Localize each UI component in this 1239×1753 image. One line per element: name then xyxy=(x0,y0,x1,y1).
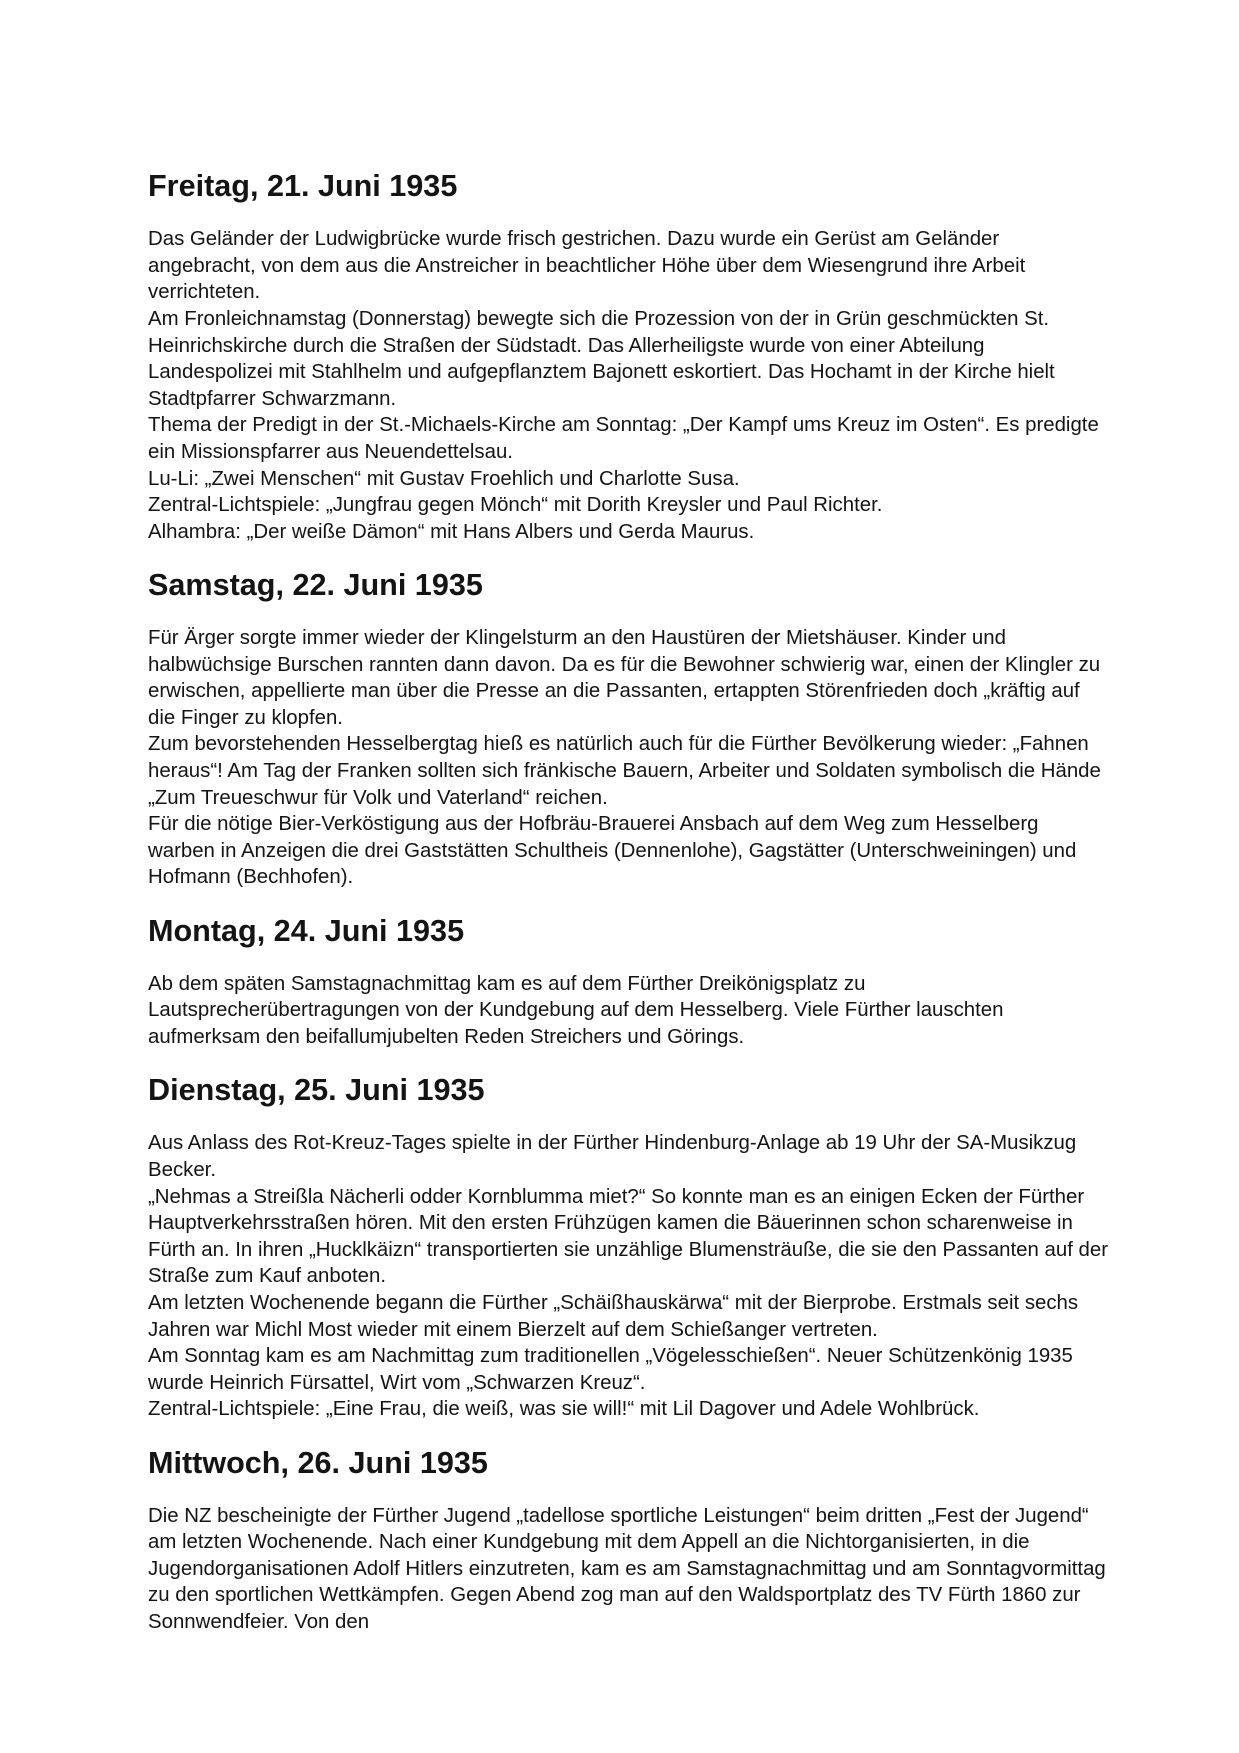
entry-body xyxy=(148,1503,1108,1636)
entry-paragraph: Ab dem späten Samstagnachmittag kam es auf dem Fürther Dreikönigsplatz zu Lautsprecherübertragungen von der Kundgebung auf dem Hesselberg. Viele Fürther lauschten aufmerksam den beifallumjubelten Reden Streichers und Görings. xyxy=(148,972,1004,1048)
entry-date: Mittwoch, 26. Juni 1935 xyxy=(148,1445,488,1480)
entry-paragraph: Das Geländer der Ludwigbrücke wurde frisch gestrichen. Dazu wurde ein Gerüst am Geländer angebracht, von dem aus die Anstreicher in beachtlicher Höhe über dem Wiesengrund ihre Arbeit verrichteten. xyxy=(148,228,1026,304)
entry-paragraph: Lu-Li: „Zwei Menschen“ mit Gustav Froehlich und Charlotte Susa. xyxy=(148,467,740,490)
entry-body xyxy=(148,226,1108,545)
diary-entry-3 xyxy=(148,913,1108,1051)
entry-paragraph: Für die nötige Bier-Verköstigung aus der Hofbräu-Brauerei Ansbach auf dem Weg zum Hesselberg warben in Anzeigen die drei Gaststätten Schultheis (Dennenlohe), Gagstätter (Unterschweiningen) und Hofmann (Bechhofen). xyxy=(148,813,1077,889)
entry-date: Samstag, 22. Juni 1935 xyxy=(148,567,483,602)
diary-entry-1 xyxy=(148,169,1108,545)
entry-body xyxy=(148,625,1108,891)
diary-entry-2 xyxy=(148,567,1108,891)
entry-paragraph: Zentral-Lichtspiele: „Jungfrau gegen Mönch“ mit Dorith Kreysler und Paul Richter. xyxy=(148,494,883,517)
entry-paragraph: Zentral-Lichtspiele: „Eine Frau, die weiß, was sie will!“ mit Lil Dagover und Adele Wohlbrück. xyxy=(148,1398,980,1421)
entry-paragraph: Alhambra: „Der weiße Dämon“ mit Hans Albers und Gerda Maurus. xyxy=(148,520,755,543)
diary-entry-4 xyxy=(148,1073,1109,1423)
entry-paragraph: „Nehmas a Streißla Nächerli odder Kornblumma miet?“ So konnte man es an einigen Ecken der Fürther Hauptverkehrsstraßen hören. Mit den ersten Frühzügen kamen die Bäuerinnen schon scharenweise in Fürth an. In ihren „Hucklkäizn“ transportierten sie unzählige Blumensträuße, die sie den Passanten auf der Straße zum Kauf anboten. xyxy=(148,1185,1109,1288)
entry-body xyxy=(148,971,1108,1051)
entry-paragraph: Am Fronleichnamstag (Donnerstag) bewegte sich die Prozession von der in Grün geschmückten St. Heinrichskirche durch die Straßen der Südstadt. Das Allerheiligste wurde von einer Abteilung Landespolizei mit Stahlhelm und aufgepflanztem Bajonett eskortiert. Das Hochamt in der Kirche hielt Stadtpfarrer Schwarzmann. xyxy=(148,307,1055,410)
entry-date: Dienstag, 25. Juni 1935 xyxy=(148,1073,485,1108)
entry-paragraph: Zum bevorstehenden Hesselbergtag hieß es natürlich auch für die Fürther Bevölkerung wieder: „Fahnen heraus“! Am Tag der Franken sollten sich fränkische Bauern, Arbeiter und Soldaten symbolisch die Hände „Zum Treueschwur für Volk und Vaterland“ reichen. xyxy=(148,733,1101,809)
entry-paragraph: Die NZ bescheinigte der Fürther Jugend „tadellose sportliche Leistungen“ beim dritten „Fest der Jugend“ am letzten Wochenende. Nach einer Kundgebung mit dem Appell an die Nichtorganisierten, in die Jugendorganisationen Adolf Hitlers einzutreten, kam es am Samstagnachmittag und am Sonntagvormittag zu den sportlichen Wettkämpfen. Gegen Abend zog man auf den Waldsportplatz des TV Fürth 1860 zur Sonnwendfeier. Von den xyxy=(148,1504,1106,1634)
entry-paragraph: Thema der Predigt in der St.-Michaels-Kirche am Sonntag: „Der Kampf ums Kreuz im Osten“. Es predigte ein Missionspfarrer aus Neuendettelsau. xyxy=(148,414,1099,463)
entry-date: Montag, 24. Juni 1935 xyxy=(148,913,465,948)
entry-date: Freitag, 21. Juni 1935 xyxy=(148,169,458,203)
diary-entry-5 xyxy=(148,1445,1108,1636)
document-page xyxy=(148,169,1109,1636)
entry-paragraph: Für Ärger sorgte immer wieder der Klingelsturm an den Haustüren der Mietshäuser. Kinder und halbwüchsige Burschen rannten dann davon. Da es für die Bewohner schwierig war, einen der Klingler zu erwischen, appellierte man über die Presse an die Passanten, ertappten Störenfrieden doch „kräftig auf die Finger zu klopfen. xyxy=(148,627,1101,729)
entry-body xyxy=(148,1130,1108,1423)
entry-paragraph: Am Sonntag kam es am Nachmittag zum traditionellen „Vögelesschießen“. Neuer Schützenkönig 1935 wurde Heinrich Fürsattel, Wirt vom „Schwarzen Kreuz“. xyxy=(148,1345,1073,1394)
entry-paragraph: Am letzten Wochenende begann die Fürther „Schäißhauskärwa“ mit der Bierprobe. Erstmals seit sechs Jahren war Michl Most wieder mit einem Bierzelt auf dem Schießanger vertreten. xyxy=(148,1291,1079,1341)
entry-paragraph: Aus Anlass des Rot-Kreuz-Tages spielte in der Fürther Hindenburg-Anlage ab 19 Uhr der SA-Musikzug Becker. xyxy=(148,1132,1077,1181)
